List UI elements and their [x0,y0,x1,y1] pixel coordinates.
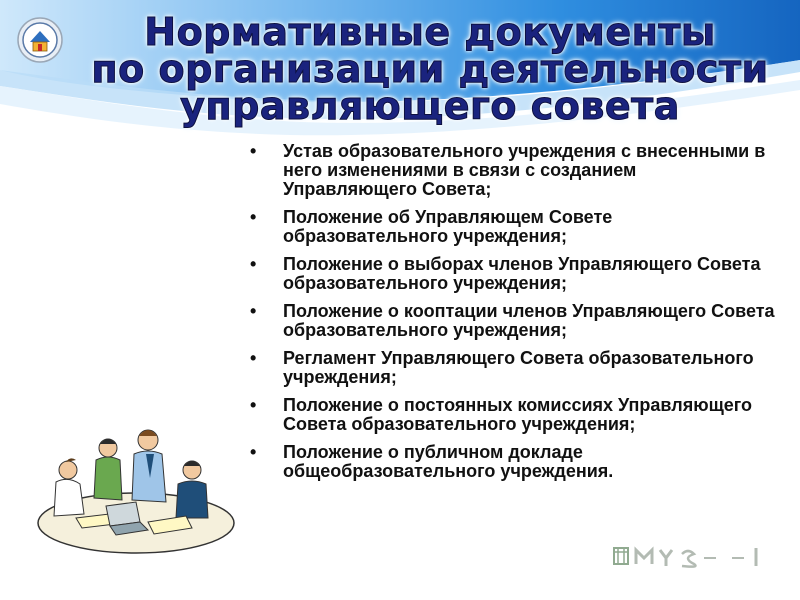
documents-list [250,142,775,490]
bullet: • [250,348,257,368]
list-item [250,396,775,434]
list-item [250,255,775,293]
round-school-emblem-icon [17,17,63,63]
bullet: • [250,141,257,161]
bullet: • [250,395,257,415]
list-item-text: Положение о кооптации членов Управляющего Совета образовательного учреждения; [283,301,775,340]
list-item [250,302,775,340]
list-item-text: Положение о выборах членов Управляющего Совета образовательного учреждения; [283,254,761,293]
myshared-watermark [612,540,762,574]
bullet: • [250,301,257,321]
title-line-2: по организации деятельности [91,47,769,91]
bullet: • [250,254,257,274]
list-item [250,443,775,481]
bullet: • [250,207,257,227]
list-item [250,208,775,246]
title-line-1: Нормативные документы [144,10,716,54]
team-meeting-clipart [36,418,236,558]
title-line-3: управляющего совета [180,84,680,128]
list-item-text: Положение об Управляющем Совете образовательного учреждения; [283,207,613,246]
list-item [250,142,775,199]
list-item [250,349,775,387]
page-title [60,10,800,128]
list-item-text: Положение о постоянных комиссиях Управляющего Совета образовательного учреждения; [283,395,753,434]
list-item-text: Регламент Управляющего Совета образовательного учреждения; [283,348,754,387]
list-item-text: Устав образовательного учреждения с внесенными в него изменениями в связи с созданием Управляющего Совета; [283,141,766,199]
list-item-text: Положение о публичном докладе общеобразовательного учреждения. [283,442,614,481]
bullet: • [250,442,257,462]
